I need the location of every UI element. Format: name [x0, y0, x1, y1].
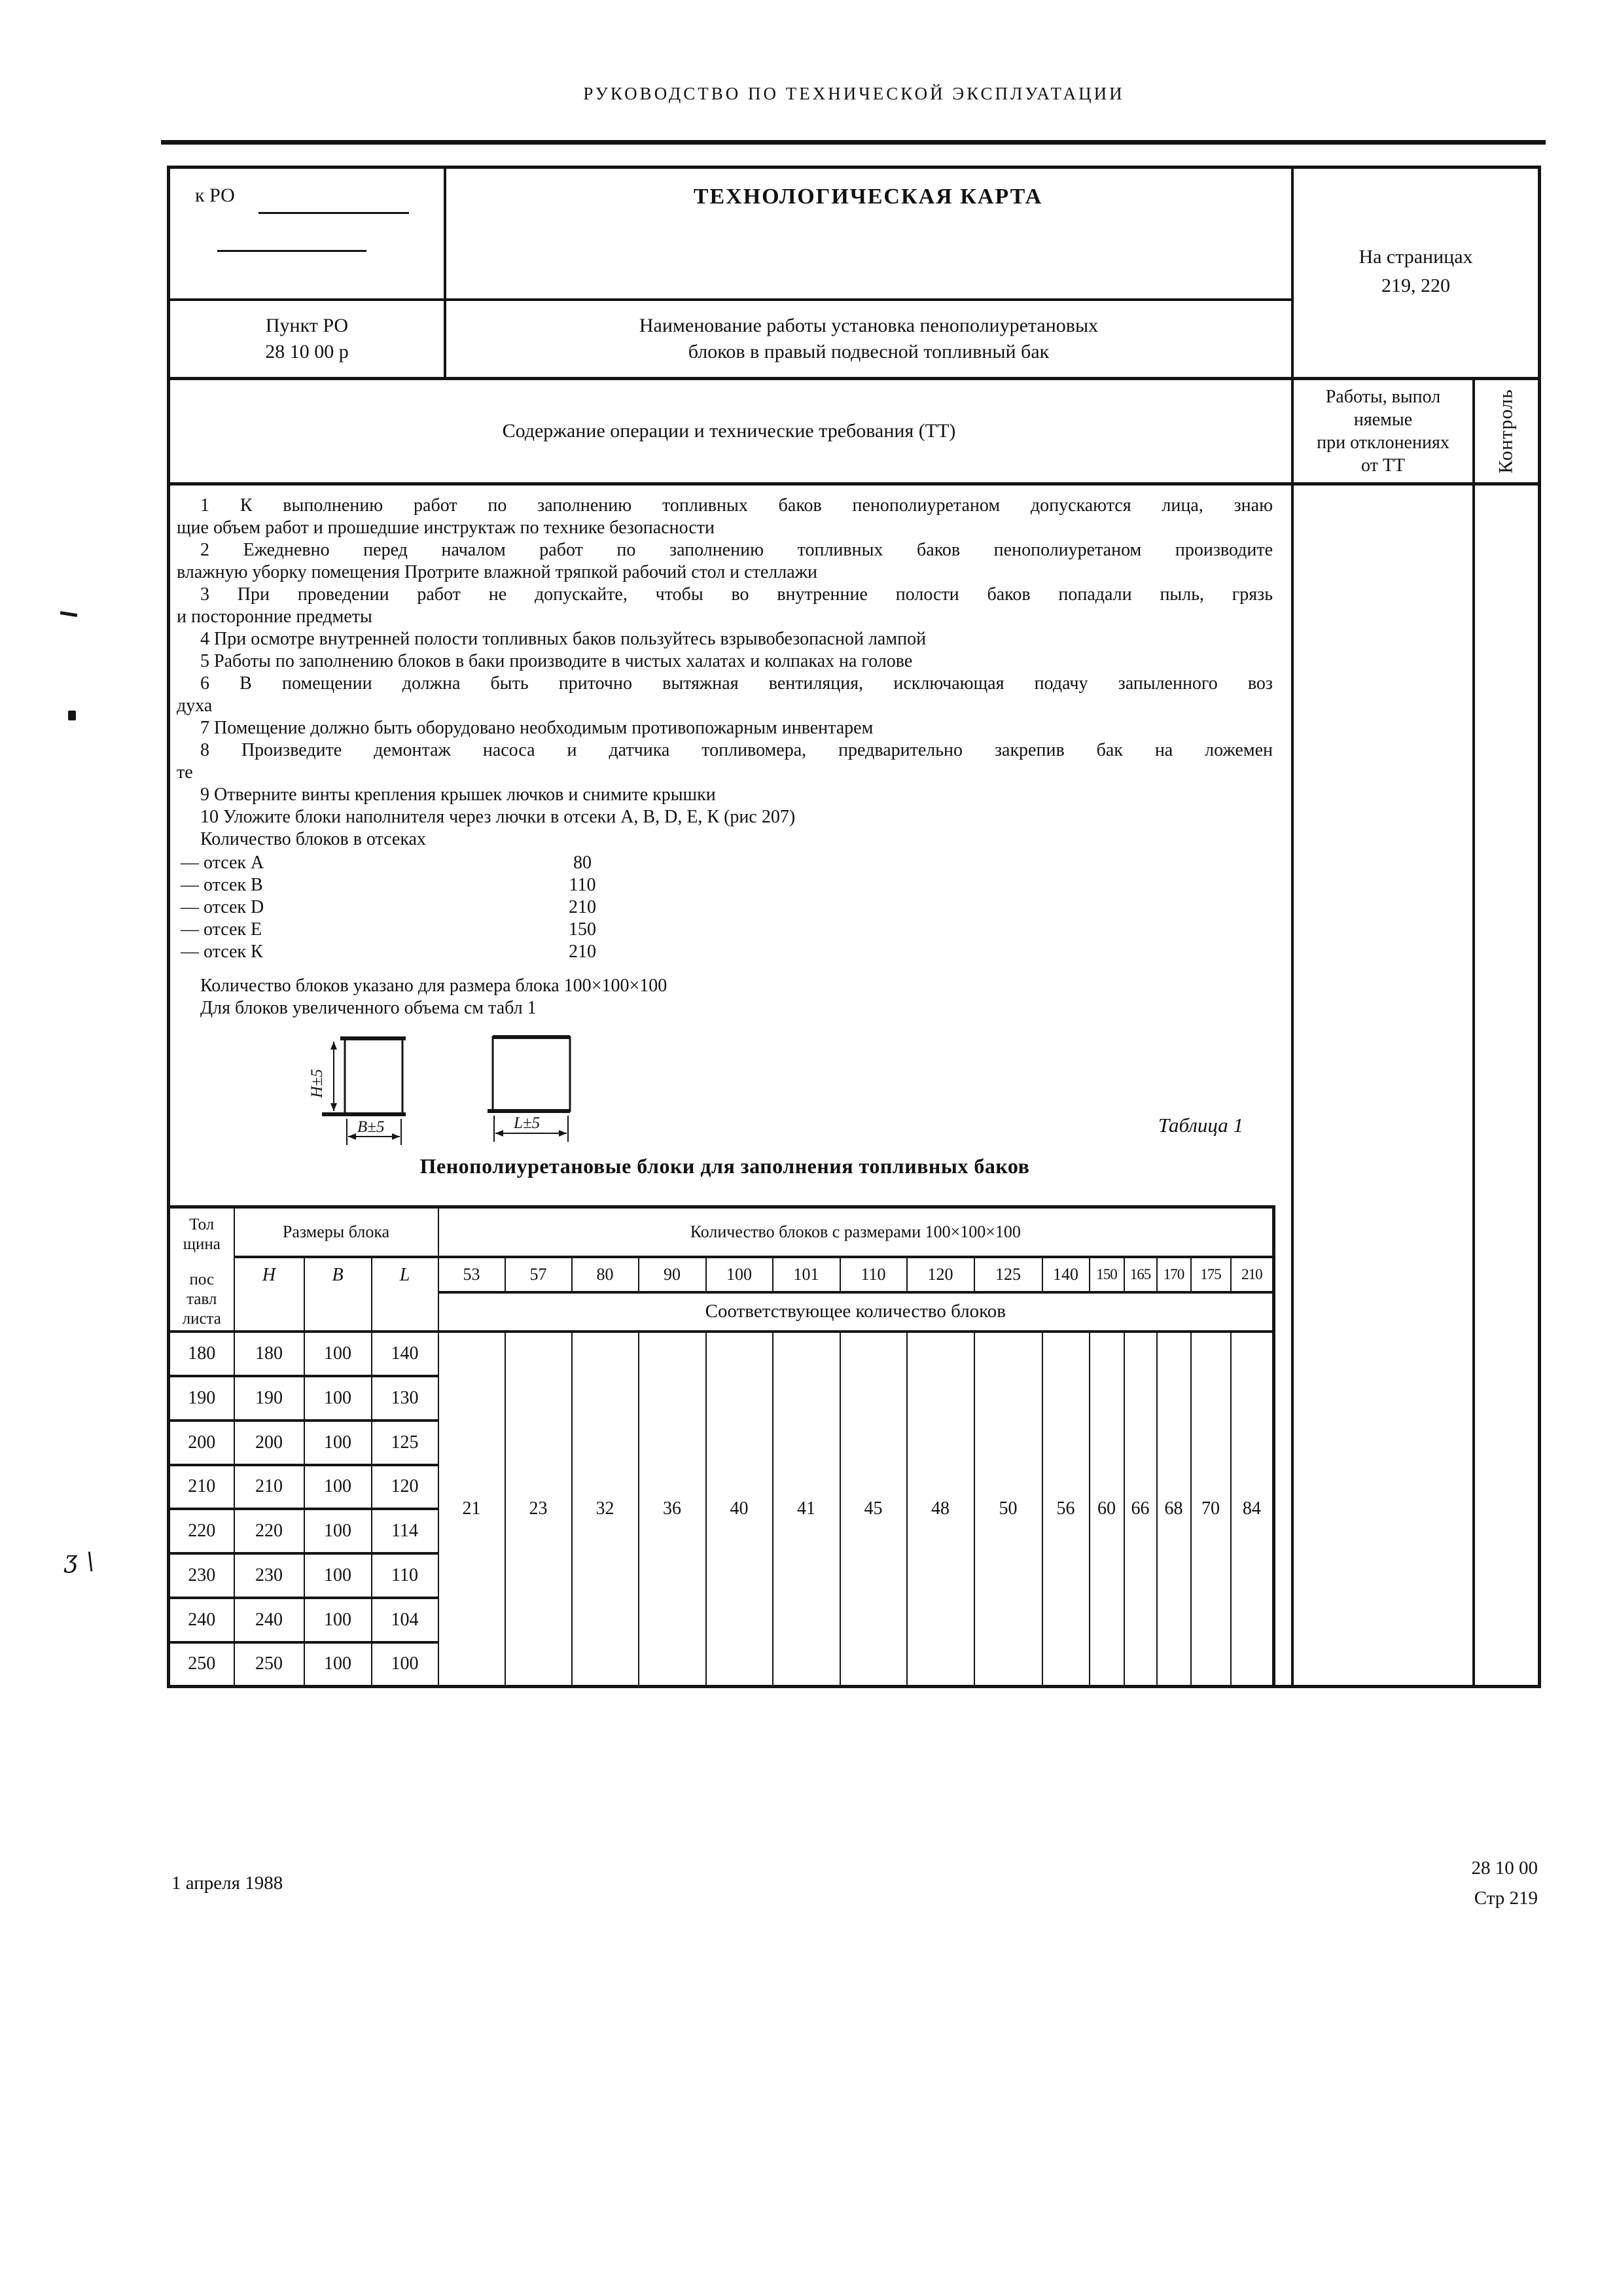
compartment-label: — отсек А	[181, 853, 264, 873]
deviations-header-line: Работы, выпол	[1325, 387, 1441, 407]
col-header-block-sizes: Размеры блока	[234, 1207, 438, 1258]
size-cell: 240	[234, 1598, 304, 1642]
k-ro-label: к РО	[195, 185, 235, 206]
qty-col-header: 90	[639, 1257, 706, 1292]
size-cell: 190	[169, 1376, 234, 1421]
control-header-label: Контроль	[1495, 389, 1517, 474]
footer-page-number: Стр 219	[1474, 1888, 1538, 1909]
content-line: 6 В помещении должна быть приточно вытяжная вентиляция, исключающая подачу запыленного воз	[200, 673, 1273, 694]
compartment-value: 150	[569, 919, 596, 940]
size-cell: 210	[169, 1465, 234, 1510]
header-rule	[161, 140, 1546, 145]
block-front-view	[345, 1038, 402, 1114]
dimension-label-B: В±5	[357, 1118, 385, 1136]
fill-in-line	[258, 212, 409, 214]
size-cell: 100	[304, 1376, 372, 1421]
compartment-value: 110	[569, 875, 596, 895]
qty-col-header: 80	[572, 1257, 639, 1292]
punkt-ro-label: Пункт РО	[265, 315, 349, 336]
blocks-table	[167, 1205, 1275, 1688]
content-line: те	[177, 762, 193, 783]
count-cell: 41	[773, 1332, 840, 1686]
size-cell: 100	[304, 1332, 372, 1376]
compartment-value: 210	[569, 942, 596, 962]
count-cell: 48	[907, 1332, 974, 1686]
qty-col-header: 210	[1231, 1257, 1274, 1292]
size-cell: 220	[234, 1509, 304, 1553]
size-cell: 100	[304, 1465, 372, 1510]
notes	[177, 975, 1273, 1019]
table-row	[169, 1332, 1274, 1376]
count-cell: 56	[1042, 1332, 1090, 1686]
content-line: 8 Произведите демонтаж насоса и датчика топливомера, предварительно закрепив бак на ложемен	[200, 740, 1273, 760]
col-header-H: H	[234, 1257, 304, 1332]
grid-line-vertical	[1472, 378, 1475, 1688]
col-header-B: В	[304, 1257, 372, 1332]
pages-ref-label: На страницах	[1359, 245, 1473, 268]
content-line: щие объем работ и прошедшие инструктаж по технике безопасности	[177, 518, 715, 538]
content-line: Количество блоков в отсеках	[200, 829, 426, 849]
block-dimensions-diagram	[281, 1021, 936, 1158]
table-reference-label: Таблица 1	[1158, 1114, 1243, 1137]
compartment-row	[177, 919, 1273, 941]
work-name-line1: Наименование работы установка пенополиуретановых	[639, 315, 1099, 336]
size-cell: 104	[372, 1598, 438, 1642]
punkt-ro-cell	[170, 301, 444, 377]
pages-ref-numbers: 219, 220	[1381, 274, 1450, 296]
size-cell: 100	[304, 1642, 372, 1687]
qty-col-header: 100	[706, 1257, 773, 1292]
qty-col-header: 53	[438, 1257, 505, 1292]
compartment-row	[177, 874, 1273, 896]
count-cell: 60	[1090, 1332, 1124, 1686]
dimension-label-L: L±5	[514, 1114, 541, 1132]
count-cell: 23	[505, 1332, 572, 1686]
page-title: РУКОВОДСТВО ПО ТЕХНИЧЕСКОЙ ЭКСПЛУАТАЦИИ	[583, 84, 1125, 103]
table-border-right	[1538, 166, 1541, 1688]
col-header-sheet-thickness	[169, 1207, 234, 1332]
size-cell: 100	[304, 1509, 372, 1553]
note-line: Для блоков увеличенного объема см табл 1	[200, 998, 537, 1018]
qty-col-header: 101	[773, 1257, 840, 1292]
control-column-header	[1475, 380, 1538, 482]
thickness-header-line: тавл	[187, 1290, 217, 1308]
grid-line-horizontal	[167, 482, 1541, 486]
content-line: 1 К выполнению работ по заполнению топливных баков пенополиуретаном допускаются лица, знаю	[200, 495, 1273, 516]
deviations-header-line: няемые	[1353, 410, 1413, 430]
compartment-row	[177, 852, 1273, 874]
compartment-label: — отсек К	[181, 942, 263, 962]
size-cell: 100	[304, 1598, 372, 1642]
work-name-line2: блоков в правый подвесной топливный бак	[688, 341, 1050, 362]
size-cell: 180	[169, 1332, 234, 1376]
compartment-label: — отсек D	[181, 897, 264, 917]
size-cell: 250	[169, 1642, 234, 1687]
content-line: духа	[177, 696, 213, 716]
size-cell: 210	[234, 1465, 304, 1510]
size-cell: 100	[304, 1421, 372, 1465]
compartment-label: — отсек Е	[181, 919, 262, 940]
qty-col-header: 170	[1157, 1257, 1191, 1292]
qty-col-header: 150	[1090, 1257, 1124, 1292]
thickness-header-line: листа	[182, 1310, 221, 1328]
size-cell: 114	[372, 1509, 438, 1553]
count-cell: 50	[974, 1332, 1042, 1686]
block-side-view	[493, 1037, 570, 1111]
thickness-header-line: Тол	[189, 1216, 215, 1233]
work-name-cell	[446, 301, 1291, 377]
content-line: 10 Уложите блоки наполнителя через лючки в отсеки А, В, D, Е, К (рис 207)	[200, 807, 796, 827]
size-cell: 220	[169, 1509, 234, 1553]
count-cell: 70	[1191, 1332, 1231, 1686]
size-cell: 120	[372, 1465, 438, 1510]
pages-ref-cell	[1294, 166, 1538, 377]
qty-col-header: 125	[974, 1257, 1042, 1292]
deviations-column-header	[1294, 380, 1472, 482]
size-cell: 140	[372, 1332, 438, 1376]
size-cell: 190	[234, 1376, 304, 1421]
note-line: Количество блоков указано для размера блока 100×100×100	[200, 976, 667, 996]
subheader-corresponding-quantity: Соответствующее количество блоков	[438, 1292, 1274, 1332]
footer-reference	[1309, 1853, 1538, 1913]
count-cell: 68	[1157, 1332, 1191, 1686]
count-cell: 45	[840, 1332, 907, 1686]
card-title: ТЕХНОЛОГИЧЕСКАЯ КАРТА	[693, 185, 1043, 209]
size-cell: 180	[234, 1332, 304, 1376]
handwriting-mark-icon: \	[86, 1548, 95, 1575]
size-cell: 100	[372, 1642, 438, 1687]
content-column-header: Содержание операции и технические требования (ТТ)	[502, 420, 956, 442]
table-caption: Пенополиуретановые блоки для заполнения топливных баков	[419, 1154, 1030, 1178]
count-cell: 21	[438, 1332, 505, 1686]
size-cell: 125	[372, 1421, 438, 1465]
size-cell: 230	[234, 1553, 304, 1598]
footer-doc-number: 28 10 00	[1471, 1858, 1538, 1879]
compartment-value: 80	[573, 853, 592, 873]
compartment-row	[177, 896, 1273, 919]
qty-col-header: 120	[907, 1257, 974, 1292]
col-header-L: L	[372, 1257, 438, 1332]
compartment-row	[177, 941, 1273, 963]
qty-col-header: 140	[1042, 1257, 1090, 1292]
content-line: 7 Помещение должно быть оборудовано необходимым противопожарным инвентарем	[200, 718, 874, 738]
content-line: 2 Ежедневно перед началом работ по заполнению топливных баков пенополиуретаном производите	[200, 540, 1273, 560]
margin-mark-icon	[68, 711, 76, 720]
compartment-list	[177, 852, 1273, 963]
size-cell: 230	[169, 1553, 234, 1598]
col-header-quantity: Количество блоков с размерами 100×100×100	[438, 1207, 1274, 1258]
content-line: 3 При проведении работ не допускайте, чтобы во внутренние полости баков попадали пыль, грязь	[200, 584, 1273, 605]
footer-date: 1 апреля 1988	[171, 1873, 283, 1894]
count-cell: 40	[706, 1332, 773, 1686]
size-cell: 130	[372, 1376, 438, 1421]
compartment-label: — отсек В	[181, 875, 263, 895]
punkt-ro-number: 28 10 00 р	[265, 341, 349, 362]
fill-in-line	[217, 250, 366, 252]
qty-col-header: 57	[505, 1257, 572, 1292]
deviations-header-line: при отклонениях	[1317, 433, 1449, 453]
handwriting-mark-icon: ʒ	[64, 1547, 78, 1574]
count-cell: 32	[572, 1332, 639, 1686]
content-line: 5 Работы по заполнению блоков в баки производите в чистых халатах и колпаках на голове	[200, 651, 913, 671]
compartment-value: 210	[569, 897, 596, 917]
thickness-header-line: пос	[189, 1271, 215, 1288]
count-cell: 66	[1124, 1332, 1157, 1686]
margin-mark-icon	[60, 611, 77, 617]
dimension-label-H: H±5	[308, 1069, 326, 1098]
size-cell: 200	[169, 1421, 234, 1465]
qty-col-header: 110	[840, 1257, 907, 1292]
qty-col-header: 175	[1191, 1257, 1231, 1292]
thickness-header-line: щина	[183, 1235, 221, 1253]
size-cell: 100	[304, 1553, 372, 1598]
size-cell: 250	[234, 1642, 304, 1687]
content-line: 4 При осмотре внутренней полости топливных баков пользуйтесь взрывобезопасной лампой	[200, 629, 927, 649]
content-line: и посторонние предметы	[177, 607, 372, 627]
content-line: влажную уборку помещения Протрите влажной тряпкой рабочий стол и стеллажи	[177, 562, 817, 582]
size-cell: 240	[169, 1598, 234, 1642]
size-cell: 200	[234, 1421, 304, 1465]
operation-text	[177, 495, 1273, 851]
deviations-header-line: от ТТ	[1360, 455, 1406, 476]
count-cell: 36	[639, 1332, 706, 1686]
size-cell: 110	[372, 1553, 438, 1598]
content-line: 9 Отверните винты крепления крышек лючков и снимите крышки	[200, 785, 716, 805]
qty-col-header: 165	[1124, 1257, 1157, 1292]
count-cell: 84	[1231, 1332, 1274, 1686]
